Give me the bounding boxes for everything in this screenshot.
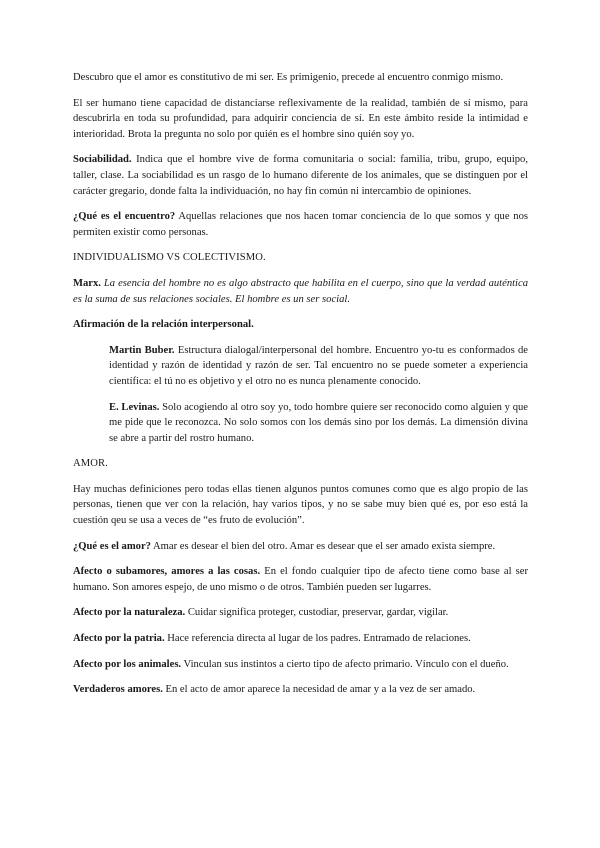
heading-verdaderos-amores: Verdaderos amores. [73,684,163,696]
paragraph-verdaderos-amores: Verdaderos amores. En el acto de amor aparece la necesidad de amar y a la vez de ser amado. [73,684,476,696]
paragraph-levinas: E. Levinas. Solo acogiendo al otro soy yo, todo hombre quiere ser reconocido como alguien y que me pide que le reconozca. No solo somos con los demás sino por los demás. La dimensión divina se abre a partir del rostro humano. [109,401,528,444]
heading-buber: Martin Buber. [109,344,175,356]
heading-animales: Afecto por los animales. [73,658,182,670]
section-individualismo: INDIVIDUALISMO VS COLECTIVISMO. [73,252,266,264]
paragraph-sociabilidad: Sociabilidad. Indica que el hombre vive de forma comunitaria o social: familia, tribu, grupo, equipo, taller, clase. La sociabilidad es un rasgo de lo humano diferente de los animales, que se distinguen por el carácter gregario, donde falta la individuación, no hay fin común ni intercambio de opiniones. [73,154,528,197]
paragraph-definiciones: Hay muchas definiciones pero todas ellas tienen algunos puntos comunes como que es algo propio de las personas, tienen que ver con la relación, hay varios tipos, y no se sabe muy bien qué es, por eso está la cuestión qeu se usa a veces de “es fruto de evolución”. [73,483,528,527]
heading-naturaleza: Afecto por la naturaleza. [73,607,186,619]
paragraph-encuentro: ¿Qué es el encuentro? Aquellas relaciones que nos hacen tomar conciencia de lo que somos y que nos permiten existir como personas. [73,211,528,238]
paragraph-buber: Martin Buber. Estructura dialogal/interpersonal del hombre. Encuentro yo-tu es conformados de identidad y razón de identidad y razón de ser. Tal encuentro no se puede someter a experiencia científica: el tú no es objetivo y el otro no es nunca plenamente conocido. [109,344,528,387]
heading-levinas: E. Levinas. [109,401,160,413]
paragraph-amor-constitutivo: Descubro que el amor es constitutivo de mi ser. Es primigenio, precede al encuentro conmigo mismo. [73,72,504,83]
paragraph-que-es-amor: ¿Qué es el amor? Amar es desear el bien del otro. Amar es desear que el ser amado exista siempre. [73,540,496,552]
paragraph-animales: Afecto por los animales. Vinculan sus instintos a cierto tipo de afecto primario. Vínculo con el dueño. [73,658,509,670]
heading-que-es-amor: ¿Qué es el amor? [73,540,151,552]
heading-patria: Afecto por la patria. [73,633,165,645]
paragraph-naturaleza: Afecto por la naturaleza. Cuidar significa proteger, custodiar, preservar, gardar, vigilar. [73,607,449,619]
heading-marx: Marx. [73,277,101,289]
paragraph-patria: Afecto por la patria. Hace referencia directa al lugar de los padres. Entramado de relaciones. [73,633,471,645]
paragraph-subamores: Afecto o subamores, amores a las cosas. En el fondo cualquier tipo de afecto tiene como base al ser humano. Son amores espejo, de uno mismo o de otros. También pueden ser lugarres. [73,566,528,593]
heading-subamores: Afecto o subamores, amores a las cosas. [73,566,261,578]
heading-encuentro: ¿Qué es el encuentro? [73,211,176,223]
paragraph-marx: Marx. La esencia del hombre no es algo abstracto que habilita en el cuerpo, sino que la verdad auténtica es la suma de sus relaciones sociales. El hombre es un ser social. [73,277,528,305]
heading-sociabilidad: Sociabilidad. [73,154,132,166]
section-amor: AMOR. [73,458,108,470]
heading-afirmacion: Afirmación de la relación interpersonal. [73,319,254,331]
paragraph-distanciarse: El ser humano tiene capacidad de distanciarse reflexivamente de la realidad, también de sí mismo, para descubrirla en toda su profundidad, para adquirir conciencia de sí. En este ámbito reside la intimidad e interioridad. Brota la pregunta no solo por quién es el hombre sino quién soy yo. [73,97,528,140]
